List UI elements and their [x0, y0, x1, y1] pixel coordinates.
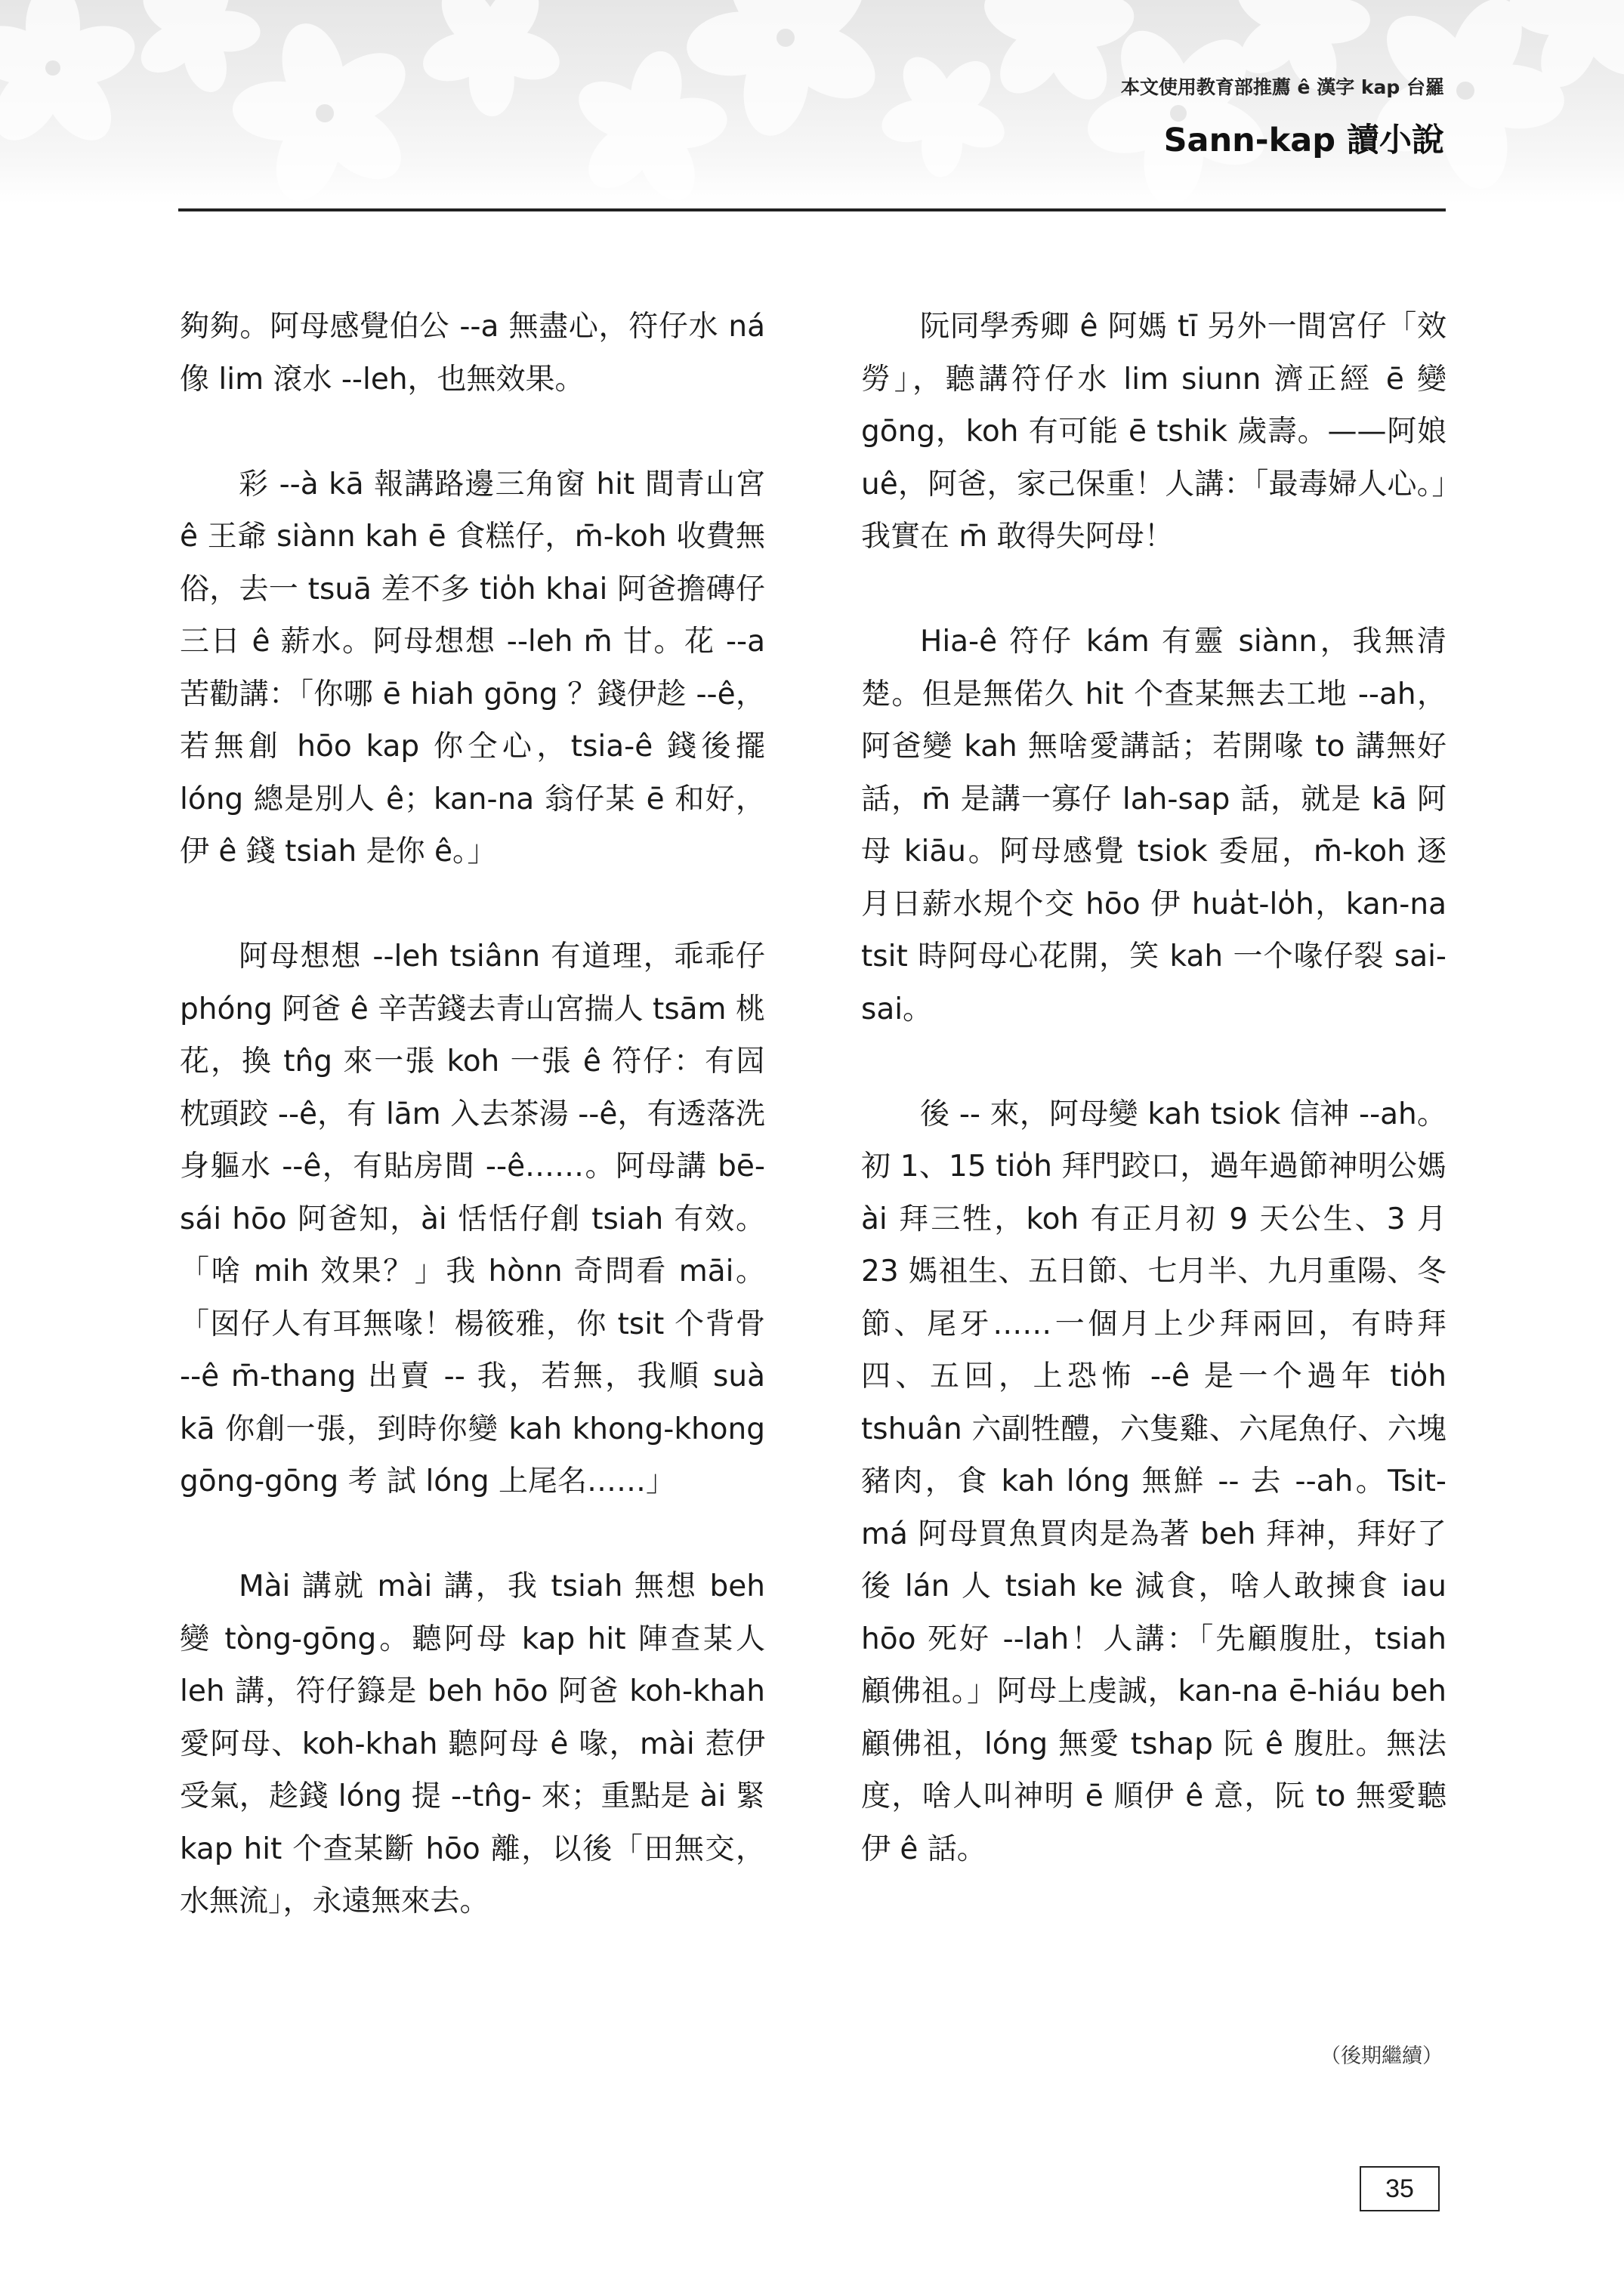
paragraph: 彩 --à kā 報講路邊三角窗 hit 間青山宮 ê 王爺 siànn kah ē 食糕仔，m̄-koh 收費無俗，去一 tsuā 差不多 tio̍h khai 阿爸擔磚仔三日 ê 薪水。阿母想想 --leh m̄ 甘。花 --a 苦勸講：「你哪 ē hiah gōng ？錢伊趁 --ê，若無創 hōo kap 你仝心，tsia-ê 錢後擺 lóng 總是別人 ê；kan-na 翁仔某 ē 和好，伊 ê 錢 tsiah 是你 ê。」 — [180, 467, 765, 869]
cherry-blossom-background-icon — [0, 0, 1624, 204]
header-title: Sann-kap 讀小說 — [1163, 122, 1444, 159]
paragraph: Mài 講就 mài 講，我 tsiah 無想 beh 變 tòng-gōng。聽阿母 kap hit 陣查某人 leh 講，符仔籙是 beh hōo 阿爸 koh-khah 愛阿母、koh-khah 聽阿母 ê 喙，mài 惹伊受氣，趁錢 lóng 提 --tn̂g- 來；重點是 ài 緊 kap hit 个查某斷 hōo 離，以後「田無交，水無流」，永遠無來去。 — [180, 1569, 765, 1918]
paragraph: 阮同學秀卿 ê 阿媽 tī 另外一間宮仔「效勞」，聽講符仔水 lim siunn 濟正經 ē 變 gōng，koh 有可能 ē tshik 歲壽。——阿娘 uê，阿爸，家己保重！人講：「最毒婦人心。」我實在 m̄ 敢得失阿母！ — [861, 310, 1446, 554]
right-column — [861, 301, 1446, 1928]
to-be-continued-note: （後期繼續） — [1320, 2045, 1443, 2068]
paragraph: 夠夠。阿母感覺伯公 --a 無盡心，符仔水 ná 像 lim 滾水 --leh，也無效果。 — [180, 310, 765, 397]
paragraph: 後 -- 來，阿母變 kah tsiok 信神 --ah。初 1、15 tio̍h 拜門跤口，過年過節神明公媽 ài 拜三牲，koh 有正月初 9 天公生、3 月 23 媽祖生、五日節、七月半、九月重陽、冬節、尾牙……一個月上少拜兩回，有時拜四、五回，上恐怖 --ê 是一个過年 tio̍h tshuân 六副牲醴，六隻雞、六尾魚仔、六塊豬肉，食 kah lóng 無鮮 -- 去 --ah。Tsit-má 阿母買魚買肉是為著 beh 拜神，拜好了後 lán 人 tsiah ke 減食，啥人敢揀食 iau hōo 死好 --lah！人講：「先顧腹肚，tsiah 顧佛祖。」阿母上虔誠，kan-na ē-hiáu beh 顧佛祖，lóng 無愛 tshap 阮 ê 腹肚。無法度，啥人叫神明 ē 順伊 ê 意，阮 to 無愛聽伊 ê 話。 — [861, 1097, 1446, 1866]
left-column — [180, 301, 765, 1980]
paragraph: Hia-ê 符仔 kám 有靈 siànn，我無清楚。但是無偌久 hit 个查某無去工地 --ah，阿爸變 kah 無啥愛講話；若開喙 to 講無好話，m̄ 是講一寡仔 lah-sap 話，就是 kā 阿母 kiāu。阿母感覺 tsiok 委屈，m̄-koh 逐月日薪水規个交 hōo 伊 hua̍t-lo̍h，kan-na tsit 時阿母心花開，笑 kah 一个喙仔裂 sai-sai。 — [861, 625, 1446, 1026]
header-subtitle: 本文使用教育部推薦 ê 漢字 kap 台羅 — [1120, 76, 1444, 98]
page-number: 35 — [1360, 2166, 1440, 2211]
header-divider — [178, 208, 1446, 211]
header-banner — [0, 0, 1624, 204]
paragraph: 阿母想想 --leh tsiânn 有道理，乖乖仔 phóng 阿爸 ê 辛苦錢去青山宮揣人 tsām 桃花，換 tn̂g 來一張 koh 一張 ê 符仔：有囥枕頭跤 --ê，有 lām 入去茶湯 --ê，有透落洗身軀水 --ê，有貼房間 --ê……。阿母講 bē-sái hōo 阿爸知，ài 恬恬仔創 tsiah 有效。「啥 mih 效果？」我 hònn 奇問看 māi。「囡仔人有耳無喙！楊筱雅，你 tsit 个背骨 --ê m̄-thang 出賣 -- 我，若無，我順 suà kā 你創一張，到時你變 kah khong-khong gōng-gōng 考 試 lóng 上尾名……」 — [180, 940, 765, 1498]
